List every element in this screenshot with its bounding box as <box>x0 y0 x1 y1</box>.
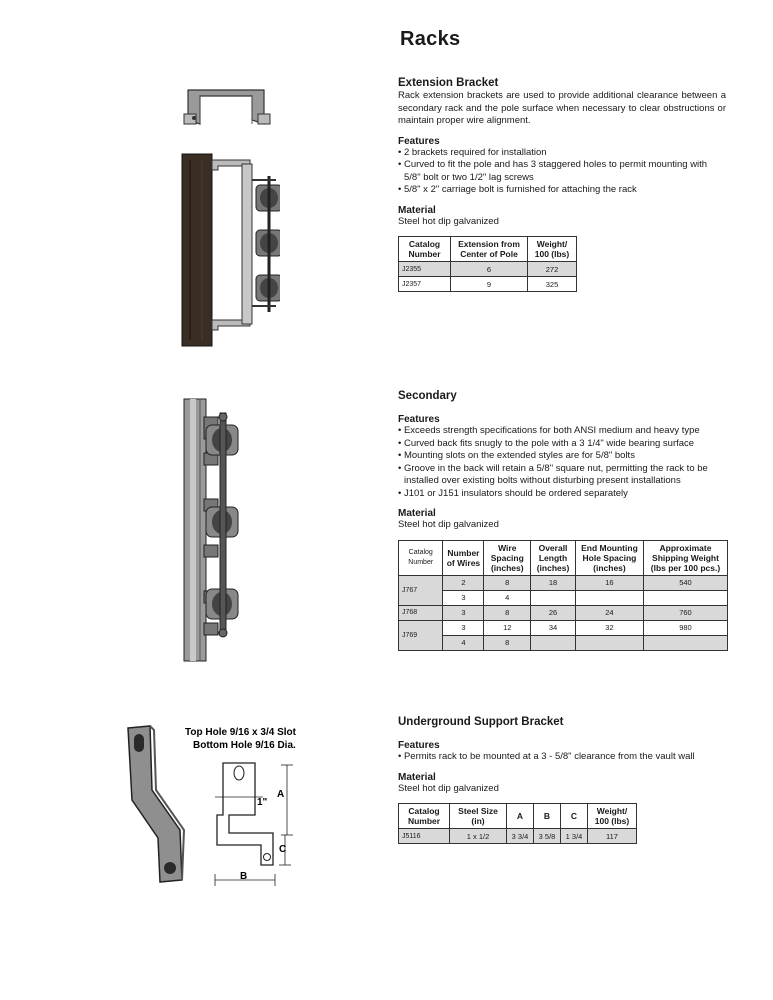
table-cell: J5116 <box>399 829 450 844</box>
table-header: C <box>561 804 588 829</box>
table-row <box>399 605 728 620</box>
extension-spec-table <box>398 236 577 292</box>
secondary-title: Secondary <box>398 390 457 402</box>
extension-bracket-title: Extension Bracket <box>398 77 499 89</box>
bottom-hole-label: Bottom Hole 9/16 Dia. <box>193 740 296 751</box>
table-cell <box>643 635 727 650</box>
table-header: Weight/ 100 (lbs) <box>528 237 577 262</box>
table-cell: J2357 <box>399 277 451 292</box>
table-cell: 325 <box>528 277 577 292</box>
table-cell: 9 <box>451 277 528 292</box>
list-item: • Permits rack to be mounted at a 3 - 5/8" clearance from the vault wall <box>398 751 728 764</box>
list-item: • J101 or J151 insulators should be ordered separately <box>398 488 728 501</box>
secondary-section <box>398 390 728 651</box>
extension-material-label: Material <box>398 204 436 216</box>
table-header: A <box>507 804 534 829</box>
table-row <box>399 829 637 844</box>
table-cell: 3 <box>443 620 484 635</box>
dim-c-label: C <box>279 844 287 855</box>
table-cell: 8 <box>484 575 531 590</box>
table-header: Weight/ 100 (lbs) <box>588 804 637 829</box>
list-item: • Exceeds strength specifications for both ANSI medium and heavy type <box>398 425 728 438</box>
table-cell: 26 <box>531 605 576 620</box>
table-row <box>399 635 728 650</box>
table-cell: 540 <box>643 575 727 590</box>
secondary-material: Steel hot dip galvanized <box>398 519 499 530</box>
table-header: B <box>534 804 561 829</box>
list-item: • Mounting slots on the extended styles are for 5/8" bolts <box>398 450 728 463</box>
table-cell: 3 <box>443 590 484 605</box>
table-cell <box>531 635 576 650</box>
secondary-features-label: Features <box>398 414 440 425</box>
table-cell: 6 <box>451 262 528 277</box>
table-cell: 3 3/4 <box>507 829 534 844</box>
table-header: Steel Size (in) <box>450 804 507 829</box>
secondary-material-label: Material <box>398 508 436 519</box>
secondary-features-list <box>398 425 728 500</box>
table-cell <box>643 590 727 605</box>
table-cell: J769 <box>399 620 443 650</box>
table-cell: 4 <box>443 635 484 650</box>
underground-features-list <box>398 751 728 764</box>
table-cell: 1 3/4 <box>561 829 588 844</box>
underground-material: Steel hot dip galvanized <box>398 782 499 794</box>
page-title: Racks <box>400 28 461 50</box>
table-header: Number of Wires <box>443 540 484 575</box>
table-cell: 8 <box>484 635 531 650</box>
secondary-spec-table <box>398 540 728 651</box>
table-cell: 2 <box>443 575 484 590</box>
dim-a-label: A <box>277 789 285 800</box>
list-item: • 5/8" x 2" carriage bolt is furnished for attaching the rack <box>398 184 726 197</box>
table-row <box>399 575 728 590</box>
table-cell: 272 <box>528 262 577 277</box>
table-cell <box>575 590 643 605</box>
table-row <box>399 590 728 605</box>
dim-1in-label: 1" <box>257 797 268 808</box>
table-cell: 1 x 1/2 <box>450 829 507 844</box>
extension-bracket-section <box>398 77 726 292</box>
top-hole-label: Top Hole 9/16 x 3/4 Slot <box>185 727 296 738</box>
table-cell: 18 <box>531 575 576 590</box>
table-cell: 3 <box>443 605 484 620</box>
extension-features-label: Features <box>398 135 440 147</box>
table-cell <box>531 590 576 605</box>
underground-spec-table <box>398 803 637 844</box>
table-cell: 8 <box>484 605 531 620</box>
table-row <box>399 262 577 277</box>
table-cell: J768 <box>399 605 443 620</box>
extension-bracket-image <box>180 80 280 350</box>
underground-section <box>398 716 728 844</box>
table-cell: 760 <box>643 605 727 620</box>
dim-b-label: B <box>240 871 248 882</box>
table-row <box>399 277 577 292</box>
table-cell: 12 <box>484 620 531 635</box>
extension-features-list <box>398 147 726 197</box>
table-cell: 3 5/8 <box>534 829 561 844</box>
table-header: End Mounting Hole Spacing (inches) <box>575 540 643 575</box>
table-cell: 32 <box>575 620 643 635</box>
table-cell: 34 <box>531 620 576 635</box>
table-header: Catalog Number <box>399 237 451 262</box>
table-header: Wire Spacing (inches) <box>484 540 531 575</box>
table-cell: 16 <box>575 575 643 590</box>
underground-features-label: Features <box>398 740 440 751</box>
list-item: • 2 brackets required for installation <box>398 147 726 160</box>
table-header: Catalog Number <box>399 804 450 829</box>
table-cell: J2355 <box>399 262 451 277</box>
underground-material-label: Material <box>398 771 436 783</box>
table-row <box>399 620 728 635</box>
table-header: Overall Length (inches) <box>531 540 576 575</box>
secondary-rack-image <box>180 395 250 665</box>
table-cell <box>575 635 643 650</box>
extension-material: Steel hot dip galvanized <box>398 215 499 227</box>
table-cell: J767 <box>399 575 443 605</box>
extension-bracket-description: Rack extension brackets are used to provide additional clearance between a secondary rack and the pole surface when necessary to clear obstructions or maintain proper wire alignment. <box>398 90 726 126</box>
table-header: Extension from Center of Pole <box>451 237 528 262</box>
underground-dimension-diagram <box>185 725 310 890</box>
table-header: Catalog Number <box>399 540 443 575</box>
list-item: • Curved back fits snugly to the pole with a 3 1/4" wide bearing surface <box>398 438 728 451</box>
table-cell: 4 <box>484 590 531 605</box>
table-cell: 117 <box>588 829 637 844</box>
list-item: • Groove in the back will retain a 5/8" square nut, permitting the rack to be installed over existing bolts without disturbing present installations <box>398 463 728 488</box>
table-header: Approximate Shipping Weight (lbs per 100 pcs.) <box>643 540 727 575</box>
table-cell: 980 <box>643 620 727 635</box>
list-item: • Curved to fit the pole and has 3 staggered holes to permit mounting with 5/8" bolt or two 1/2" lag screws <box>398 159 726 184</box>
underground-title: Underground Support Bracket <box>398 716 564 728</box>
table-cell: 24 <box>575 605 643 620</box>
